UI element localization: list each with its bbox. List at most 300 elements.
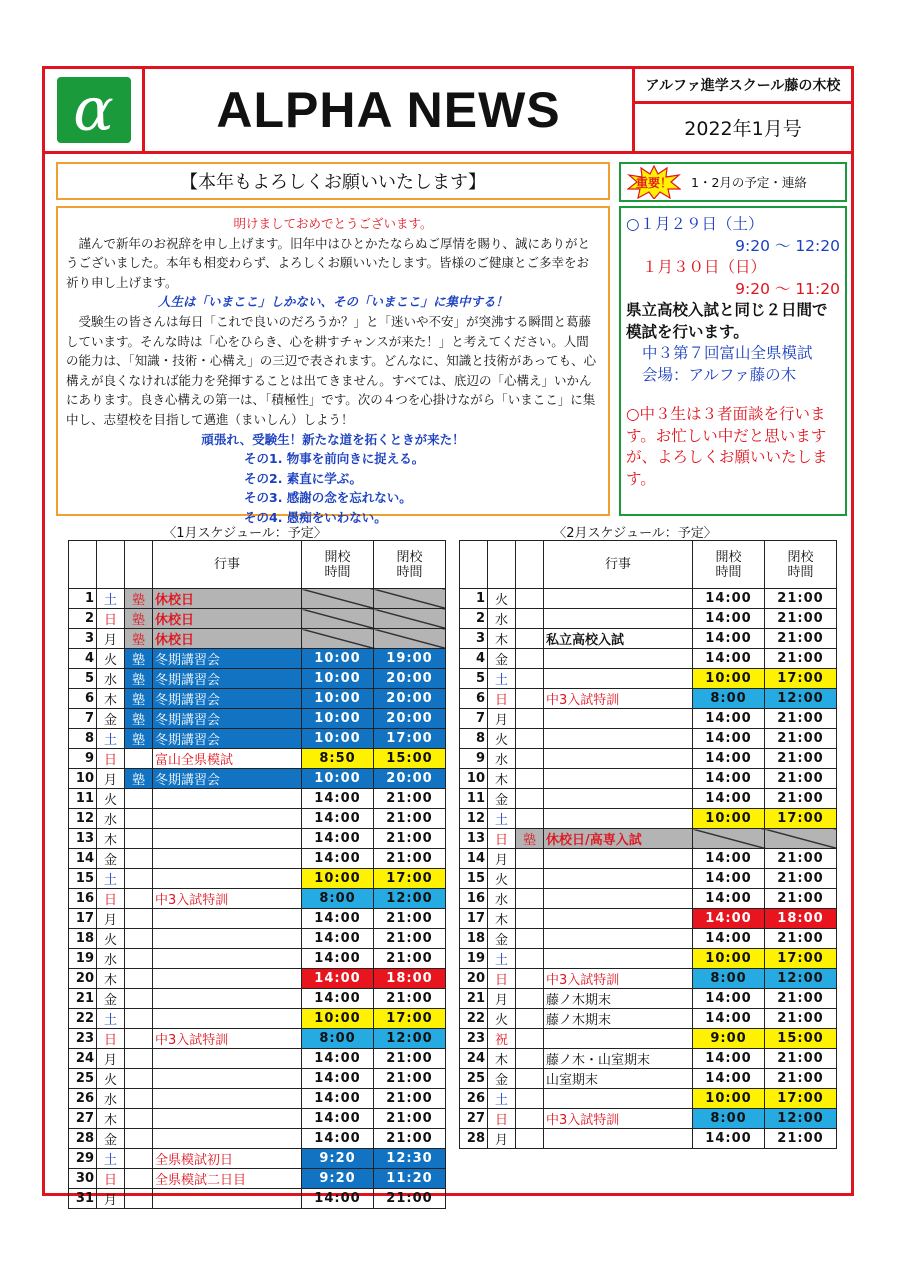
table-row xyxy=(460,1089,837,1109)
col-open: 開校 時間 xyxy=(302,541,374,589)
day-number: 16 xyxy=(460,889,488,909)
weekday: 火 xyxy=(488,1009,516,1029)
weekday: 木 xyxy=(488,769,516,789)
table-row xyxy=(69,949,446,969)
february-caption: 〈2月スケジュール：予定〉 xyxy=(553,526,717,541)
notice-meeting: ○中３生は３者面談を行います。お忙しい中だと思いますが、よろしくお願いいたします。 xyxy=(626,405,828,488)
day-number: 28 xyxy=(460,1129,488,1149)
day-number: 20 xyxy=(460,969,488,989)
event-cell xyxy=(544,849,693,869)
weekday: 月 xyxy=(97,1189,125,1209)
juku-mark xyxy=(516,669,544,689)
close-time: 21:00 xyxy=(765,769,837,789)
close-time xyxy=(374,589,446,609)
day-number: 6 xyxy=(460,689,488,709)
event-cell xyxy=(153,929,302,949)
event-cell xyxy=(544,1129,693,1149)
open-time: 14:00 xyxy=(693,609,765,629)
close-time: 21:00 xyxy=(374,1189,446,1209)
weekday: 金 xyxy=(488,789,516,809)
table-row xyxy=(69,889,446,909)
page-title: ALPHA NEWS xyxy=(142,66,635,154)
weekday: 月 xyxy=(488,1129,516,1149)
close-time: 12:00 xyxy=(765,689,837,709)
greeting-body xyxy=(56,206,610,525)
event-cell: 冬期講習会 xyxy=(153,669,302,689)
juku-mark xyxy=(125,1129,153,1149)
event-cell: 冬期講習会 xyxy=(153,689,302,709)
weekday: 土 xyxy=(97,589,125,609)
weekday: 月 xyxy=(488,849,516,869)
close-time xyxy=(765,829,837,849)
table-row xyxy=(460,1129,837,1149)
table-row xyxy=(460,949,837,969)
juku-mark xyxy=(125,869,153,889)
event-cell xyxy=(544,1029,693,1049)
col-open: 開校 時間 xyxy=(693,541,765,589)
event-cell: 藤ノ木期末 xyxy=(544,1009,693,1029)
open-time: 14:00 xyxy=(693,749,765,769)
juku-mark xyxy=(516,1049,544,1069)
table-row xyxy=(69,869,446,889)
greeting-message: 受験生の皆さんは毎日「これで良いのだろうか？」と「迷いや不安」が突沸する瞬間と葛藤しています。そんな時は「心をひらき、心を耕すチャンスが来た！」と考えてください。人間の能力は、「知識・技術・心構え」の三辺で表されます。どんなに、知識と技術があっても、心構えが良くなければ能力を発揮することは出てきません。すべては、底辺の「心構え」いかんにあります。良き心構えの第一は、「積極性」です。次の４つを心掛けながら「いまここ」に集中し、志望校を目指して邁進（まいしん）しよう！ xyxy=(66,313,597,427)
table-row xyxy=(460,589,837,609)
juku-mark xyxy=(125,909,153,929)
important-badge xyxy=(627,165,681,199)
event-cell: 藤ノ木期末 xyxy=(544,989,693,1009)
juku-mark xyxy=(125,1149,153,1169)
weekday: 火 xyxy=(97,929,125,949)
event-cell: 中3入試特訓 xyxy=(153,889,302,909)
weekday: 日 xyxy=(488,689,516,709)
table-row xyxy=(460,769,837,789)
open-time: 10:00 xyxy=(302,729,374,749)
day-number: 12 xyxy=(460,809,488,829)
open-time: 14:00 xyxy=(302,909,374,929)
close-time: 20:00 xyxy=(374,709,446,729)
juku-mark xyxy=(125,949,153,969)
close-time: 21:00 xyxy=(765,1009,837,1029)
day-number: 23 xyxy=(460,1029,488,1049)
juku-mark xyxy=(125,989,153,1009)
juku-mark xyxy=(516,1089,544,1109)
event-cell: 休校日 xyxy=(153,589,302,609)
event-cell xyxy=(544,909,693,929)
open-time: 9:00 xyxy=(693,1029,765,1049)
event-cell xyxy=(153,1129,302,1149)
event-cell xyxy=(544,789,693,809)
weekday: 日 xyxy=(97,1029,125,1049)
important-badge-label: 重要！ xyxy=(635,175,672,190)
open-time: 10:00 xyxy=(302,709,374,729)
day-number: 18 xyxy=(460,929,488,949)
weekday: 土 xyxy=(97,1009,125,1029)
day-number: 11 xyxy=(69,789,97,809)
open-time: 14:00 xyxy=(302,949,374,969)
open-time: 10:00 xyxy=(693,809,765,829)
day-number: 8 xyxy=(69,729,97,749)
table-row xyxy=(69,609,446,629)
weekday: 水 xyxy=(97,1089,125,1109)
event-cell xyxy=(153,969,302,989)
weekday: 月 xyxy=(97,1049,125,1069)
juku-mark: 塾 xyxy=(125,609,153,629)
juku-mark xyxy=(516,729,544,749)
table-row xyxy=(460,1049,837,1069)
event-cell: 中3入試特訓 xyxy=(544,1109,693,1129)
weekday: 金 xyxy=(97,1129,125,1149)
weekday: 金 xyxy=(488,929,516,949)
event-cell: 冬期講習会 xyxy=(153,729,302,749)
weekday: 水 xyxy=(97,809,125,829)
close-time: 21:00 xyxy=(765,1129,837,1149)
open-time: 14:00 xyxy=(693,869,765,889)
close-time: 21:00 xyxy=(765,629,837,649)
table-row xyxy=(460,1109,837,1129)
table-row xyxy=(460,789,837,809)
event-cell: 全県模試初日 xyxy=(153,1149,302,1169)
day-number: 25 xyxy=(69,1069,97,1089)
weekday: 月 xyxy=(97,769,125,789)
greeting-item: その2. 素直に学ぶ。 xyxy=(244,470,363,486)
open-time: 14:00 xyxy=(693,729,765,749)
weekday: 火 xyxy=(488,729,516,749)
table-row xyxy=(460,809,837,829)
table-row xyxy=(69,629,446,649)
day-number: 19 xyxy=(69,949,97,969)
day-number: 5 xyxy=(69,669,97,689)
table-row xyxy=(69,1109,446,1129)
weekday: 水 xyxy=(97,669,125,689)
day-number: 7 xyxy=(69,709,97,729)
open-time: 14:00 xyxy=(693,889,765,909)
weekday: 日 xyxy=(488,969,516,989)
event-cell xyxy=(544,709,693,729)
col-close: 閉校 時間 xyxy=(374,541,446,589)
juku-mark xyxy=(125,1109,153,1129)
weekday: 月 xyxy=(488,709,516,729)
juku-mark xyxy=(516,969,544,989)
day-number: 5 xyxy=(460,669,488,689)
juku-mark xyxy=(125,849,153,869)
close-time: 21:00 xyxy=(374,829,446,849)
table-row xyxy=(69,989,446,1009)
close-time: 17:00 xyxy=(765,809,837,829)
juku-mark xyxy=(516,909,544,929)
table-row xyxy=(460,749,837,769)
open-time: 14:00 xyxy=(302,989,374,1009)
juku-mark xyxy=(516,609,544,629)
table-row xyxy=(69,1129,446,1149)
event-cell xyxy=(544,1089,693,1109)
event-cell xyxy=(544,889,693,909)
table-row xyxy=(69,929,446,949)
notice-body xyxy=(619,206,847,516)
weekday: 水 xyxy=(488,609,516,629)
open-time: 10:00 xyxy=(693,669,765,689)
notice-time-2: 9:20 ～ 11:20 xyxy=(735,279,840,298)
greeting-line-thanks: 謹んで新年のお祝辞を申し上げます。旧年中はひとかたならぬご厚情を賜り、誠にありがとうございました。本年も相変わらず、よろしくお願いいたします。皆様のご健康とご多幸をお祈り申し上げます。 xyxy=(66,235,591,290)
weekday: 日 xyxy=(97,1169,125,1189)
notice-exam: 中３第７回富山全県模試 xyxy=(642,344,813,362)
open-time: 10:00 xyxy=(302,689,374,709)
table-row xyxy=(460,909,837,929)
day-number: 10 xyxy=(460,769,488,789)
table-row xyxy=(69,589,446,609)
day-number: 21 xyxy=(460,989,488,1009)
greeting-item: その1. 物事を前向きに捉える。 xyxy=(244,451,425,467)
day-number: 8 xyxy=(460,729,488,749)
greeting-cheer: 頑張れ、受験生！新たな道を拓くときが来た！ xyxy=(201,431,465,447)
day-number: 11 xyxy=(460,789,488,809)
close-time: 17:00 xyxy=(374,729,446,749)
close-time: 17:00 xyxy=(765,669,837,689)
event-cell xyxy=(153,869,302,889)
day-number: 4 xyxy=(460,649,488,669)
close-time: 21:00 xyxy=(374,1089,446,1109)
weekday: 土 xyxy=(488,949,516,969)
weekday: 日 xyxy=(97,609,125,629)
event-cell xyxy=(544,949,693,969)
table-row xyxy=(460,849,837,869)
event-cell xyxy=(544,649,693,669)
open-time: 8:00 xyxy=(693,969,765,989)
close-time: 20:00 xyxy=(374,689,446,709)
day-number: 2 xyxy=(460,609,488,629)
col-event: 行事 xyxy=(153,541,302,589)
open-time: 14:00 xyxy=(693,769,765,789)
event-cell: 冬期講習会 xyxy=(153,649,302,669)
juku-mark: 塾 xyxy=(125,629,153,649)
close-time: 21:00 xyxy=(765,709,837,729)
event-cell: 山室期末 xyxy=(544,1069,693,1089)
table-row xyxy=(69,909,446,929)
event-cell xyxy=(544,749,693,769)
table-row xyxy=(460,969,837,989)
day-number: 28 xyxy=(69,1129,97,1149)
open-time: 14:00 xyxy=(302,849,374,869)
day-number: 17 xyxy=(460,909,488,929)
open-time: 14:00 xyxy=(302,929,374,949)
open-time: 14:00 xyxy=(302,1049,374,1069)
event-cell: 私立高校入試 xyxy=(544,629,693,649)
table-row xyxy=(460,929,837,949)
event-cell: 全県模試二日目 xyxy=(153,1169,302,1189)
close-time: 15:00 xyxy=(374,749,446,769)
juku-mark xyxy=(516,869,544,889)
close-time: 17:00 xyxy=(374,869,446,889)
notice-venue: 会場：アルファ藤の木 xyxy=(642,365,797,384)
weekday: 土 xyxy=(97,1149,125,1169)
table-row xyxy=(69,769,446,789)
table-row xyxy=(460,669,837,689)
february-schedule-table xyxy=(459,540,837,1149)
close-time: 18:00 xyxy=(374,969,446,989)
event-cell xyxy=(153,849,302,869)
weekday: 木 xyxy=(488,909,516,929)
event-cell: 藤ノ木・山室期末 xyxy=(544,1049,693,1069)
weekday: 水 xyxy=(488,749,516,769)
table-row xyxy=(69,1149,446,1169)
weekday: 日 xyxy=(488,829,516,849)
juku-mark xyxy=(516,1109,544,1129)
open-time: 14:00 xyxy=(302,1109,374,1129)
close-time: 21:00 xyxy=(765,789,837,809)
weekday: 月 xyxy=(488,989,516,1009)
juku-mark xyxy=(516,769,544,789)
close-time: 21:00 xyxy=(374,949,446,969)
event-cell xyxy=(153,1089,302,1109)
table-row xyxy=(69,829,446,849)
close-time: 12:30 xyxy=(374,1149,446,1169)
event-cell xyxy=(153,809,302,829)
table-row xyxy=(460,649,837,669)
juku-mark: 塾 xyxy=(125,769,153,789)
day-number: 1 xyxy=(460,589,488,609)
open-time: 14:00 xyxy=(693,929,765,949)
event-cell xyxy=(544,869,693,889)
close-time: 20:00 xyxy=(374,669,446,689)
weekday: 木 xyxy=(97,1109,125,1129)
juku-mark xyxy=(125,1069,153,1089)
day-number: 24 xyxy=(69,1049,97,1069)
event-cell: 休校日 xyxy=(153,609,302,629)
weekday: 日 xyxy=(97,889,125,909)
event-cell xyxy=(153,1009,302,1029)
weekday: 日 xyxy=(488,1109,516,1129)
day-number: 15 xyxy=(460,869,488,889)
col-event: 行事 xyxy=(544,541,693,589)
notice-title-box xyxy=(619,162,847,202)
close-time: 21:00 xyxy=(374,1109,446,1129)
day-number: 22 xyxy=(69,1009,97,1029)
notice-date-2: １月３０日（日） xyxy=(642,258,767,276)
weekday: 金 xyxy=(488,1069,516,1089)
greeting-item: その3. 感謝の念を忘れない。 xyxy=(244,490,412,506)
event-cell: 中3入試特訓 xyxy=(153,1029,302,1049)
event-cell xyxy=(544,929,693,949)
juku-mark: 塾 xyxy=(125,709,153,729)
table-row xyxy=(69,669,446,689)
close-time: 11:20 xyxy=(374,1169,446,1189)
weekday: 火 xyxy=(97,1069,125,1089)
close-time: 12:00 xyxy=(765,969,837,989)
open-time: 14:00 xyxy=(693,849,765,869)
event-cell xyxy=(153,1189,302,1209)
day-number: 16 xyxy=(69,889,97,909)
weekday: 祝 xyxy=(488,1029,516,1049)
table-row xyxy=(460,689,837,709)
day-number: 22 xyxy=(460,1009,488,1029)
table-row xyxy=(460,1009,837,1029)
juku-mark xyxy=(516,809,544,829)
juku-mark xyxy=(516,929,544,949)
table-row xyxy=(460,1029,837,1049)
juku-mark xyxy=(516,1069,544,1089)
juku-mark xyxy=(125,1029,153,1049)
table-row xyxy=(460,869,837,889)
open-time xyxy=(302,629,374,649)
table-row xyxy=(460,729,837,749)
open-time: 14:00 xyxy=(302,1189,374,1209)
weekday: 金 xyxy=(97,709,125,729)
close-time: 21:00 xyxy=(765,929,837,949)
close-time: 21:00 xyxy=(765,1049,837,1069)
open-time: 14:00 xyxy=(302,1089,374,1109)
open-time: 8:00 xyxy=(302,889,374,909)
juku-mark xyxy=(125,789,153,809)
close-time: 17:00 xyxy=(765,1089,837,1109)
event-cell xyxy=(544,769,693,789)
day-number: 15 xyxy=(69,869,97,889)
event-cell: 冬期講習会 xyxy=(153,769,302,789)
greeting-item: その4. 愚痴をいわない。 xyxy=(244,509,387,525)
day-number: 13 xyxy=(460,829,488,849)
open-time: 8:00 xyxy=(302,1029,374,1049)
juku-mark xyxy=(516,789,544,809)
juku-mark xyxy=(125,1089,153,1109)
event-cell xyxy=(153,909,302,929)
day-number: 13 xyxy=(69,829,97,849)
weekday: 金 xyxy=(488,649,516,669)
open-time xyxy=(302,609,374,629)
juku-mark xyxy=(125,929,153,949)
day-number: 6 xyxy=(69,689,97,709)
open-time: 8:00 xyxy=(693,689,765,709)
open-time: 10:00 xyxy=(302,869,374,889)
day-number: 12 xyxy=(69,809,97,829)
open-time: 14:00 xyxy=(302,969,374,989)
close-time: 12:00 xyxy=(374,889,446,909)
open-time: 14:00 xyxy=(693,649,765,669)
weekday: 木 xyxy=(488,629,516,649)
close-time: 21:00 xyxy=(765,849,837,869)
close-time: 21:00 xyxy=(765,609,837,629)
juku-mark: 塾 xyxy=(125,689,153,709)
close-time: 21:00 xyxy=(374,789,446,809)
open-time: 14:00 xyxy=(302,1069,374,1089)
juku-mark xyxy=(516,889,544,909)
day-number: 25 xyxy=(460,1069,488,1089)
open-time: 10:00 xyxy=(302,649,374,669)
weekday: 火 xyxy=(488,589,516,609)
table-row xyxy=(69,849,446,869)
weekday: 土 xyxy=(97,869,125,889)
table-row xyxy=(460,889,837,909)
table-row xyxy=(69,709,446,729)
table-row xyxy=(69,749,446,769)
table-row xyxy=(460,709,837,729)
weekday: 火 xyxy=(97,649,125,669)
day-number: 27 xyxy=(69,1109,97,1129)
event-cell: 休校日 xyxy=(153,629,302,649)
open-time: 14:00 xyxy=(693,789,765,809)
day-number: 18 xyxy=(69,929,97,949)
open-time: 10:00 xyxy=(302,769,374,789)
day-number: 24 xyxy=(460,1049,488,1069)
close-time: 21:00 xyxy=(765,749,837,769)
juku-mark xyxy=(516,849,544,869)
open-time: 14:00 xyxy=(302,809,374,829)
table-row xyxy=(69,649,446,669)
weekday: 火 xyxy=(488,869,516,889)
event-cell: 中3入試特訓 xyxy=(544,689,693,709)
event-cell: 富山全県模試 xyxy=(153,749,302,769)
open-time: 14:00 xyxy=(693,629,765,649)
close-time: 21:00 xyxy=(374,849,446,869)
open-time: 14:00 xyxy=(693,1009,765,1029)
day-number: 3 xyxy=(69,629,97,649)
